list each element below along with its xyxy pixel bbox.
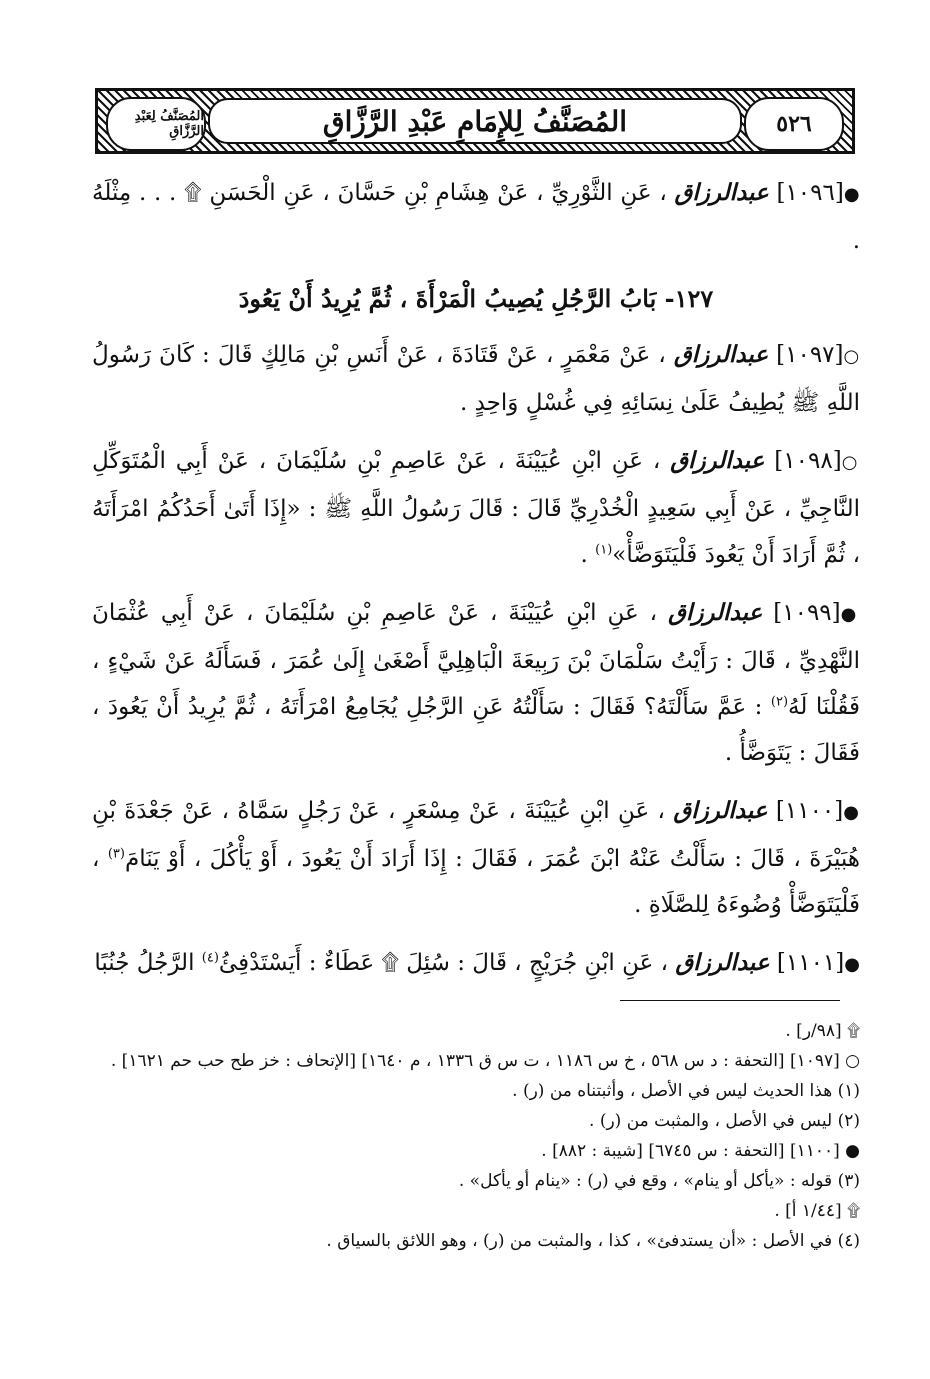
hadith-text: ، عَنْ مَعْمَرٍ ، عَنْ قَتَادَةَ ، عَنْ أَنَسِ بْنِ مَالِكٍ قَالَ : كَانَ رَسُولُ اللَّهِ ﷺ يُطِيفُ عَلَىٰ نِسَائِهِ فِي غُسْلٍ وَاحِدٍ .: [92, 342, 860, 416]
hadith-1100: [92, 788, 860, 928]
page-header: [95, 88, 855, 154]
hadith-text: ، عَنِ ابْنِ عُيَيْنَةَ ، عَنْ عَاصِمِ بْنِ سُلَيْمَانَ ، عَنْ أَبِي عُثْمَانَ النَّهْدِيِّ ، قَالَ : رَأَيْتُ سَلْمَانَ بْنَ رَبِيعَةَ الْبَاهِلِيَّ أَصْغَىٰ إِلَىٰ عُمَرَ ، فَسَأَلَهُ عَنْ شَيْءٍ ، فَقُلْنَا لَهُ: [92, 600, 861, 720]
hadith-number: [١١٠١]: [776, 950, 845, 976]
footnote-ref[interactable]: (١): [595, 542, 613, 558]
hadith-marker: ●: [844, 954, 860, 975]
footnote: (٢) ليس في الأصل ، والمثبت من (ر) .: [589, 1111, 860, 1131]
hadith-tail: الرَّجُلُ جُنُبًا: [94, 950, 202, 976]
chapter-heading: ١٢٧- بَابُ الرَّجُلِ يُصِيبُ الْمَرْأَةَ ، ثُمَّ يُرِيدُ أَنْ يَعُودَ: [238, 284, 714, 313]
hadith-number: [١١٠٠]: [775, 798, 844, 824]
hadith-1096: [92, 170, 860, 264]
hadith-number: [١٠٩٦]: [776, 180, 844, 206]
hadith-marker: ○: [841, 452, 860, 473]
page-number-medallion: [744, 97, 844, 151]
main-text: [92, 170, 860, 1000]
hadith-marker: ●: [843, 802, 861, 823]
hadith-text: ، عَنِ ابْنِ جُرَيْجٍ ، قَالَ : سُئِلَ ۩ عَطَاءٌ : أَيَسْتَدْفِئُ: [218, 950, 669, 976]
footnote: ● [١١٠٠] [التحفة : س ٦٧٤٥] [شيبة : ٨٨٢] .: [541, 1141, 860, 1161]
page-number: ٥٢٦: [776, 111, 812, 137]
footnote-ref[interactable]: (٢): [770, 694, 789, 710]
book-title: المُصَنَّفُ لِلإِمَامِ عَبْدِ الرَّزَّاقِ: [322, 104, 628, 138]
footnote-ref[interactable]: (٣): [107, 846, 125, 862]
hadith-tail: : عَمَّ سَأَلْتَهُ؟ فَقَالَ : سَأَلْتُهُ عَنِ الرَّجُلِ يُجَامِعُ امْرَأَتَهُ ، ثُمَّ يُرِيدُ أَنْ يَعُودَ ، فَقَالَ : يَتَوَضَّأُ .: [92, 694, 860, 766]
header-title-box: [208, 98, 742, 144]
hadith-1097: [92, 332, 860, 426]
hadith-number: [١٠٩٩]: [773, 600, 841, 626]
footnote: ○ [١٠٩٧] [التحفة : د س ٥٦٨ ، خ س ١١٨٦ ، ت س ق ١٣٣٦ ، م ١٦٤٠] [الإتحاف : خز طح حب حم ١٦٢١] .: [110, 1051, 860, 1071]
footnote: (١) هذا الحديث ليس في الأصل ، وأثبتناه من (ر) .: [512, 1081, 860, 1101]
hadith-1099: [92, 590, 860, 776]
hadith-marker: ●: [840, 604, 861, 625]
narrator: عبدالرزاق: [673, 341, 769, 368]
narrator: عبدالرزاق: [673, 797, 768, 824]
header-medallion: [106, 97, 206, 151]
footnote: (٣) قوله : «يأكل أو ينام» ، وقع في (ر) : «ينام أو يأكل» .: [458, 1171, 860, 1191]
hadith-number: [١٠٩٧]: [776, 342, 844, 368]
hadith-tail: ، فَلْيَتَوَضَّأْ وُضُوءَهُ لِلصَّلَاةِ .: [92, 846, 860, 918]
narrator: عبدالرزاق: [675, 949, 770, 976]
footnote-divider: [620, 1000, 840, 1001]
hadith-text: ، عَنِ ابْنِ عُيَيْنَةَ ، عَنْ عَاصِمِ بْنِ سُلَيْمَانَ ، عَنْ أَبِي الْمُتَوَكِّلِ النَّاجِيِّ ، عَنْ أَبِي سَعِيدٍ الْخُدْرِيِّ قَالَ : قَالَ رَسُولُ اللَّهِ ﷺ : «إِذَا أَتَىٰ أَحَدُكُمُ امْرَأَتَهُ ، ثُمَّ أَرَادَ أَنْ يَعُودَ فَلْيَتَوَضَّأْ»: [92, 448, 860, 568]
hadith-marker: ●: [843, 184, 860, 205]
hadith-text: ، عَنِ الثَّوْرِيِّ ، عَنْ هِشَامِ بْنِ حَسَّانَ ، عَنِ الْحَسَنِ ۩ . . . مِثْلَهُ .: [92, 180, 860, 254]
hadith-marker: ○: [843, 346, 861, 367]
hadith-1098: [92, 438, 860, 578]
narrator: عبدالرزاق: [670, 447, 765, 474]
hadith-tail: .: [580, 542, 596, 568]
footnote-ref[interactable]: (٤): [201, 950, 219, 966]
narrator: عبدالرزاق: [668, 599, 763, 626]
footnotes: [100, 1016, 860, 1256]
medallion-text: المُصَنَّفُ لِعَبْدِ الرَّزَّاقِ: [134, 109, 204, 139]
footnote: (٤) في الأصل : «أن يستدفئ» ، كذا ، والمثبت من (ر) ، وهو اللائق بالسياق .: [326, 1231, 860, 1251]
footnote: ۩ [١/٤٤ أ] .: [774, 1201, 860, 1221]
hadith-number: [١٠٩٨]: [774, 448, 842, 474]
footnote: ۩ [٩٨/ر] .: [785, 1021, 860, 1041]
narrator: عبدالرزاق: [674, 179, 769, 206]
hadith-text: ، عَنِ ابْنِ عُيَيْنَةَ ، عَنْ مِسْعَرٍ ، عَنْ رَجُلٍ سَمَّاهُ ، عَنْ جَعْدَةَ بْنِ هُبَيْرَةَ ، قَالَ : سَأَلْتُ عَنْهُ ابْنَ عُمَرَ ، فَقَالَ : إِذَا أَرَادَ أَنْ يَعُودَ ، أَوْ يَأْكُلَ ، أَوْ يَنَامَ: [92, 798, 860, 872]
hadith-1101: [92, 940, 860, 988]
